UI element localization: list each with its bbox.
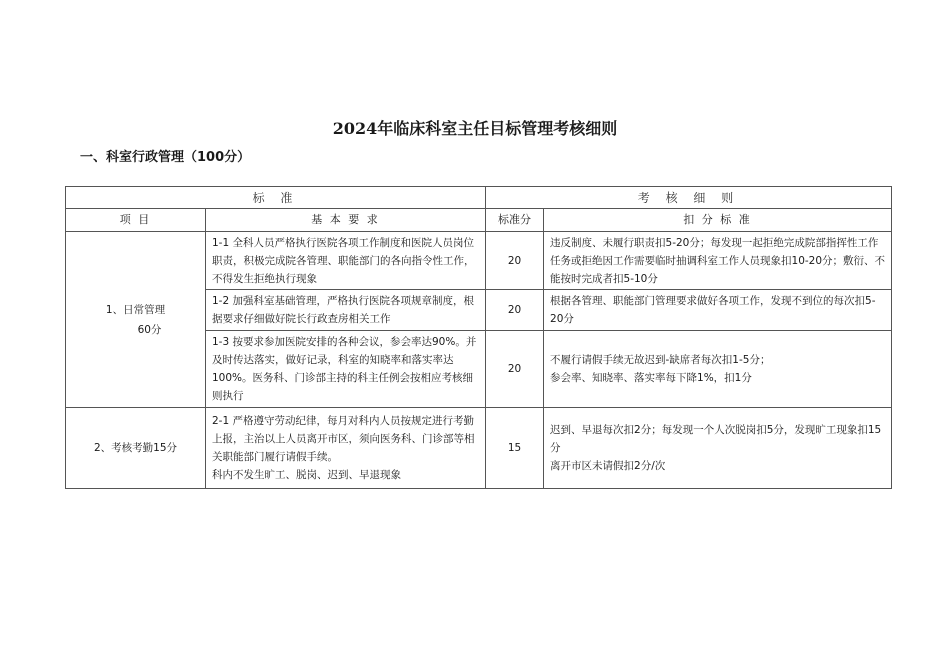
header-assessment: 考 核 细 则	[486, 187, 892, 209]
table-top-header-row	[66, 187, 892, 209]
requirement-line: 科内不发生旷工、脱岗、迟到、早退现象	[212, 469, 401, 481]
group-daily-management	[66, 232, 206, 408]
deduction-line: 不履行请假手续无故迟到-缺席者每次扣1-5分；	[550, 354, 771, 366]
table-row	[66, 232, 892, 290]
score-cell: 20	[486, 331, 544, 408]
header-item: 项 目	[66, 209, 206, 232]
header-deduction: 扣 分 标 准	[544, 209, 892, 232]
deduction-cell	[544, 408, 892, 489]
score-cell: 20	[486, 232, 544, 290]
group-name: 1、日常管理	[105, 303, 166, 316]
requirement-cell	[206, 408, 486, 489]
score-cell: 20	[486, 290, 544, 331]
header-standard: 标 准	[66, 187, 486, 209]
group-points: 60分	[137, 323, 162, 336]
requirement-cell: 1-3 按要求参加医院安排的各种会议，参会率达90%。并及时传达落实，做好记录，科室的知晓率和落实率达100%。医务科、门诊部主持的科主任例会按相应考核细则执行	[206, 331, 486, 408]
deduction-line: 参会率、知晓率、落实率每下降1%，扣1分	[550, 372, 752, 384]
score-cell: 15	[486, 408, 544, 489]
group-name: 2、考核考勤15分	[93, 442, 178, 454]
deduction-cell	[544, 331, 892, 408]
deduction-cell: 根据各管理、职能部门管理要求做好各项工作，发现不到位的每次扣5-20分	[544, 290, 892, 331]
header-requirement: 基 本 要 求	[206, 209, 486, 232]
assessment-table	[65, 186, 892, 489]
requirement-cell: 1-1 全科人员严格执行医院各项工作制度和医院人员岗位职责，积极完成院各管理、职能部门的各向指令性工作，不得发生拒绝执行现象	[206, 232, 486, 290]
header-score: 标准分	[486, 209, 544, 232]
requirement-line: 2-1 严格遵守劳动纪律，每月对科内人员按规定进行考勤上报，主治以上人员离开市区，须向医务科、门诊部等相关职能部门履行请假手续。	[212, 415, 475, 463]
deduction-cell: 违反制度、未履行职责扣5-20分；每发现一起拒绝完成院部指挥性工作任务或拒绝因工作需要临时抽调科室工作人员现象扣10-20分；敷衍、不能按时完成者扣5-10分	[544, 232, 892, 290]
group-attendance	[66, 408, 206, 489]
document-title: 2024年临床科室主任目标管理考核细则	[332, 119, 618, 138]
section-heading: 一、科室行政管理（100分）	[80, 150, 251, 165]
table-row	[66, 408, 892, 489]
table-sub-header-row	[66, 209, 892, 232]
deduction-line: 迟到、早退每次扣2分；每发现一个人次脱岗扣5分，发现旷工现象扣15分	[550, 424, 882, 454]
deduction-line: 离开市区未请假扣2分/次	[550, 460, 666, 472]
requirement-cell: 1-2 加强科室基础管理，严格执行医院各项规章制度，根据要求仔细做好院长行政查房相关工作	[206, 290, 486, 331]
